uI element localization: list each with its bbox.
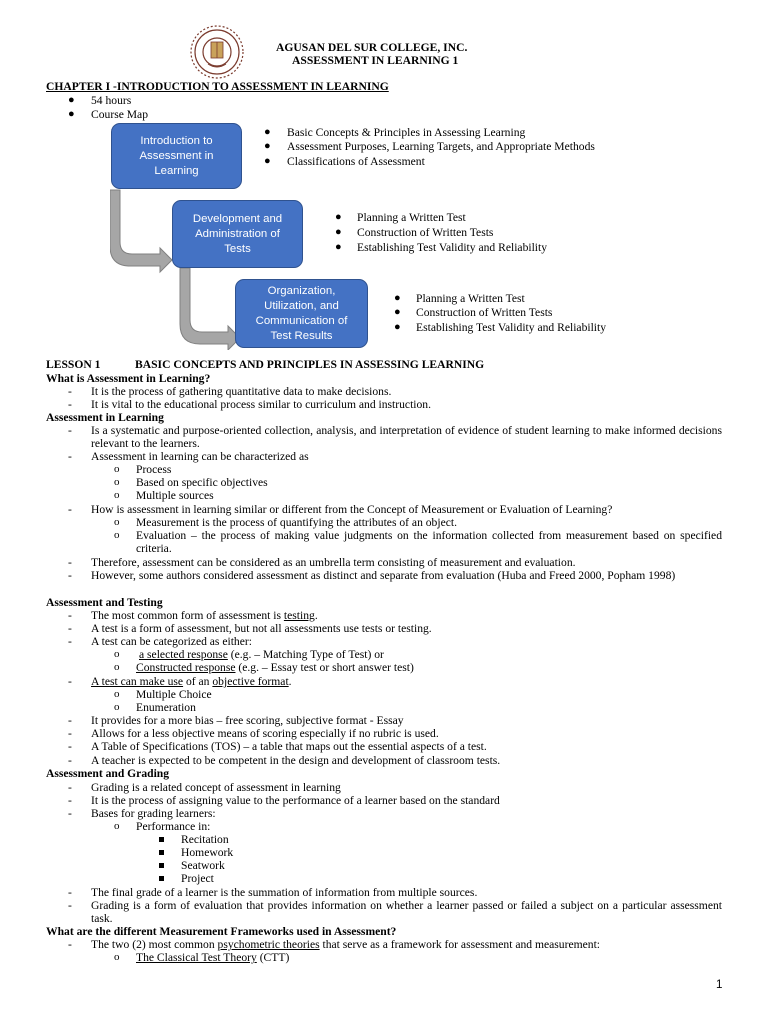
dash-marker: - <box>68 675 72 688</box>
list-item: Therefore, assessment can be considered as an umbrella term consisting of measurement and evaluation. <box>91 556 576 569</box>
map-item: Classifications of Assessment <box>287 155 425 168</box>
dash-marker: - <box>68 622 72 635</box>
square-marker <box>159 863 164 868</box>
bullet-dot: ● <box>264 155 271 167</box>
list-item: A teacher is expected to be competent in the design and development of classroom tests. <box>91 754 501 767</box>
course-map-box-development <box>172 200 303 268</box>
map-item: Planning a Written Test <box>357 211 466 224</box>
square-marker <box>159 876 164 881</box>
circle-marker: o <box>114 661 120 673</box>
sub-sub-item: Project <box>181 872 214 885</box>
box-label: Test Results <box>270 329 333 342</box>
sub-item: Measurement is the process of quantifying the attributes of an object. <box>136 516 457 529</box>
section-heading: Assessment in Learning <box>46 411 164 424</box>
list-item: How is assessment in learning similar or different from the Concept of Measurement or Evaluation of Learning? <box>91 503 613 516</box>
box-label: Communication of <box>255 314 348 327</box>
bullet-dot: ● <box>394 306 401 318</box>
square-marker <box>159 837 164 842</box>
list-item: The most common form of assessment is testing. <box>91 609 318 622</box>
bullet-dot: ● <box>68 108 75 120</box>
term-testing: testing <box>283 609 315 622</box>
chapter-bullet: Course Map <box>91 108 148 121</box>
dash-marker: - <box>68 807 72 820</box>
sub-item: Evaluation – the process of making value judgments on the information collected from measurement based on specified criteria. <box>136 529 722 555</box>
bullet-dot: ● <box>335 211 342 223</box>
bullet-dot: ● <box>335 226 342 238</box>
sub-item: The Classical Test Theory (CTT) <box>136 951 290 964</box>
college-name: AGUSAN DEL SUR COLLEGE, INC. <box>276 41 468 54</box>
circle-marker: o <box>114 648 120 660</box>
list-item: Grading is a form of evaluation that provides information on whether a learner passed or failed a subject on a particular assessment task. <box>91 899 722 925</box>
circle-marker: o <box>114 489 120 501</box>
dash-marker: - <box>68 899 72 912</box>
list-item: A test can be categorized as either: <box>91 635 252 648</box>
sub-sub-item: Seatwork <box>181 859 225 872</box>
list-item: A test can make use of an objective format. <box>91 675 292 688</box>
sub-item: Constructed response (e.g. – Essay test or short answer test) <box>136 661 414 674</box>
sub-item: Based on specific objectives <box>136 476 268 489</box>
lesson-title: BASIC CONCEPTS AND PRINCIPLES IN ASSESSING LEARNING <box>135 358 485 371</box>
list-item: However, some authors considered assessment as distinct and separate from evaluation (Huba and Freed 2000, Popham 1998) <box>91 569 676 582</box>
sub-sub-item: Homework <box>181 846 234 859</box>
map-item: Establishing Test Validity and Reliability <box>357 241 548 254</box>
sub-item: a selected response (e.g. – Matching Type of Test) or <box>139 648 384 661</box>
circle-marker: o <box>114 688 120 700</box>
chapter-title: CHAPTER I -INTRODUCTION TO ASSESSMENT IN LEARNING <box>46 80 389 93</box>
circle-marker: o <box>114 820 120 832</box>
box-label: Administration of <box>195 227 280 240</box>
section-heading: What are the different Measurement Frameworks used in Assessment? <box>46 925 397 938</box>
list-item: A Table of Specifications (TOS) – a table that maps out the essential aspects of a test. <box>91 740 487 753</box>
map-item: Basic Concepts & Principles in Assessing Learning <box>287 126 526 139</box>
term-classical-test-theory: The Classical Test Theory <box>136 951 257 964</box>
circle-marker: o <box>114 463 120 475</box>
course-map-box-intro <box>111 123 242 189</box>
dash-marker: - <box>68 450 72 463</box>
bullet-dot: ● <box>68 94 75 106</box>
list-item: It is the process of gathering quantitative data to make decisions. <box>91 385 392 398</box>
map-item: Construction of Written Tests <box>357 226 494 239</box>
list-item: Assessment in learning can be characterized as <box>91 450 309 463</box>
dash-marker: - <box>68 714 72 727</box>
dash-marker: - <box>68 385 72 398</box>
box-label: Development and <box>192 212 283 225</box>
dash-marker: - <box>68 794 72 807</box>
sub-item: Performance in: <box>136 820 211 833</box>
sub-item: Multiple sources <box>136 489 214 502</box>
dash-marker: - <box>68 886 72 899</box>
dash-marker: - <box>68 424 72 437</box>
bullet-dot: ● <box>335 241 342 253</box>
bullet-dot: ● <box>394 321 401 333</box>
box-label: Learning <box>154 164 199 177</box>
term-selected-response: a selected response <box>139 648 228 661</box>
list-item: Grading is a related concept of assessment in learning <box>91 781 341 794</box>
college-seal <box>186 24 248 80</box>
dash-marker: - <box>68 503 72 516</box>
list-item: Is a systematic and purpose-oriented collection, analysis, and interpretation of evidence of student learning to make informed decisions relevant to the learners. <box>91 424 722 450</box>
section-heading: Assessment and Grading <box>46 767 170 780</box>
list-item: A test is a form of assessment, but not all assessments use tests or testing. <box>91 622 432 635</box>
dash-marker: - <box>68 740 72 753</box>
dash-marker: - <box>68 556 72 569</box>
term-objective-format: objective format <box>212 675 289 688</box>
sub-item: Process <box>136 463 172 476</box>
dash-marker: - <box>68 635 72 648</box>
map-item: Construction of Written Tests <box>416 306 553 319</box>
list-item: It provides for a more bias – free scoring, subjective format - Essay <box>91 714 404 727</box>
square-marker <box>159 850 164 855</box>
term-psychometric-theories: psychometric theories <box>217 938 320 951</box>
box-label: Introduction to <box>140 134 213 147</box>
box-label: Assessment in <box>139 149 214 162</box>
course-title: ASSESSMENT IN LEARNING 1 <box>292 54 459 67</box>
bullet-dot: ● <box>264 140 271 152</box>
circle-marker: o <box>114 476 120 488</box>
chapter-bullet: 54 hours <box>91 94 132 107</box>
dash-marker: - <box>68 569 72 582</box>
list-item: It is vital to the educational process similar to curriculum and instruction. <box>91 398 432 411</box>
sub-sub-item: Recitation <box>181 833 229 846</box>
circle-marker: o <box>114 516 120 528</box>
bullet-dot: ● <box>394 292 401 304</box>
list-item: Allows for a less objective means of scoring especially if no rubric is used. <box>91 727 439 740</box>
box-label: Organization, <box>267 284 336 297</box>
circle-marker: o <box>114 701 120 713</box>
box-label: Tests <box>224 242 251 255</box>
map-item: Assessment Purposes, Learning Targets, and Appropriate Methods <box>287 140 595 153</box>
list-item: The two (2) most common psychometric theories that serve as a framework for assessment and measurement: <box>91 938 601 951</box>
dash-marker: - <box>68 609 72 622</box>
sub-item: Enumeration <box>136 701 196 714</box>
dash-marker: - <box>68 781 72 794</box>
list-item: The final grade of a learner is the summation of information from multiple sources. <box>91 886 478 899</box>
section-heading: What is Assessment in Learning? <box>46 372 211 385</box>
list-item: It is the process of assigning value to the performance of a learner based on the standard <box>91 794 500 807</box>
section-heading: Assessment and Testing <box>46 596 163 609</box>
circle-marker: o <box>114 529 120 541</box>
course-map-box-organization <box>235 279 368 348</box>
term-constructed-response: Constructed response <box>136 661 236 674</box>
dash-marker: - <box>68 938 72 951</box>
dash-marker: - <box>68 398 72 411</box>
map-item: Planning a Written Test <box>416 292 525 305</box>
dash-marker: - <box>68 754 72 767</box>
list-item: Bases for grading learners: <box>91 807 216 820</box>
map-item: Establishing Test Validity and Reliability <box>416 321 607 334</box>
sub-item: Multiple Choice <box>136 688 212 701</box>
box-label: Utilization, and <box>264 299 339 312</box>
page-number: 1 <box>716 978 723 991</box>
bullet-dot: ● <box>264 126 271 138</box>
lesson-number: LESSON 1 <box>46 358 101 371</box>
dash-marker: - <box>68 727 72 740</box>
circle-marker: o <box>114 951 120 963</box>
